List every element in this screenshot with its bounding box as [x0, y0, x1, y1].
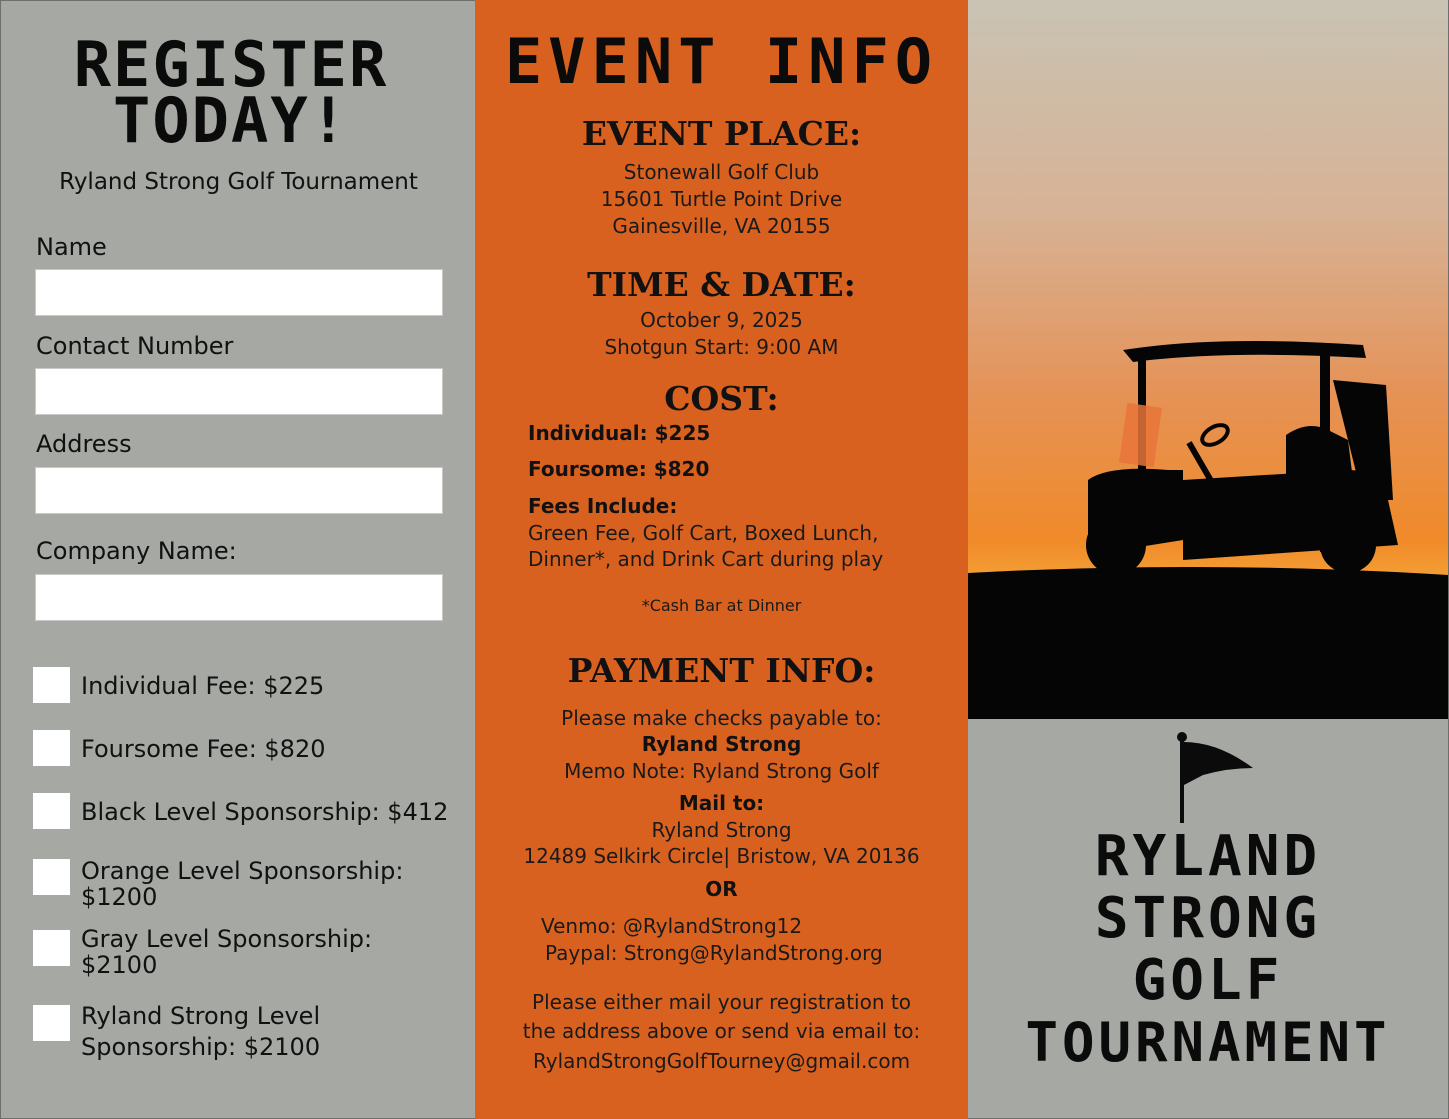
mail-address: 12489 Selkirk Circle| Bristow, VA 20136: [523, 844, 920, 868]
black-sponsorship-checkbox[interactable]: [33, 793, 70, 829]
memo-note: Memo Note: Ryland Strong Golf: [564, 759, 879, 783]
golf-flag-icon: [1173, 730, 1263, 825]
ryland-sponsorship-checkbox[interactable]: [33, 1005, 70, 1041]
black-sponsorship-label: Black Level Sponsorship: $412: [81, 798, 449, 826]
event-info-title: EVENT INFO: [504, 25, 939, 98]
gray-sponsorship-label: Gray Level Sponsorship: $2100: [81, 925, 373, 979]
venmo-handle: Venmo: @RylandStrong12: [541, 914, 803, 938]
cost-foursome: Foursome: $820: [528, 457, 710, 481]
orange-sponsorship-checkbox[interactable]: [33, 859, 70, 895]
foursome-fee-label: Foursome Fee: $820: [81, 735, 326, 763]
fees-include-list: Green Fee, Golf Cart, Boxed Lunch, Dinner*, and Drink Cart during play: [528, 521, 884, 571]
event-info-panel: [475, 0, 968, 1119]
ryland-sponsorship-label: Ryland Strong Level Sponsorship: $2100: [81, 1002, 321, 1061]
contact-email: RylandStrongGolfTourney@gmail.com: [532, 1049, 911, 1073]
payee-name: Ryland Strong: [641, 732, 802, 756]
individual-fee-checkbox[interactable]: [33, 667, 70, 703]
cost-individual: Individual: $225: [528, 421, 711, 445]
time-date-details: October 9, 2025 Shotgun Start: 9:00 AM: [604, 308, 839, 359]
payment-info-heading: PAYMENT INFO:: [567, 651, 876, 690]
company-name-field[interactable]: [35, 574, 443, 621]
event-place-heading: EVENT PLACE:: [581, 114, 862, 153]
orange-sponsorship-label: Orange Level Sponsorship: $1200: [81, 857, 404, 911]
paypal-handle: Paypal: Strong@RylandStrong.org: [545, 941, 883, 965]
golf-cart-sunset-photo: [968, 0, 1448, 719]
registration-panel: [0, 0, 475, 1119]
closing-instructions: Please either mail your registration to the address above or send via email to:: [522, 990, 921, 1043]
fees-include-heading: Fees Include:: [528, 494, 678, 518]
address-label: Address: [36, 430, 132, 458]
contact-number-field[interactable]: [35, 368, 443, 415]
name-field[interactable]: [35, 269, 443, 316]
individual-fee-label: Individual Fee: $225: [81, 672, 325, 700]
company-name-label: Company Name:: [36, 537, 237, 565]
contact-number-label: Contact Number: [36, 332, 234, 360]
or-divider: OR: [705, 877, 738, 901]
time-date-heading: TIME & DATE:: [587, 265, 856, 304]
mail-to-heading: Mail to:: [678, 791, 765, 815]
name-label: Name: [36, 233, 107, 261]
tournament-title: RYLAND STRONG GOLF TOURNAMENT: [1025, 824, 1391, 1074]
checks-payable-line: Please make checks payable to:: [561, 706, 882, 730]
mail-name: Ryland Strong: [651, 818, 792, 842]
event-place-details: Stonewall Golf Club 15601 Turtle Point Drive Gainesville, VA 20155: [600, 160, 843, 238]
register-subtitle: Ryland Strong Golf Tournament: [59, 169, 418, 195]
cash-bar-note: *Cash Bar at Dinner: [641, 596, 802, 615]
address-field[interactable]: [35, 467, 443, 514]
cost-heading: COST:: [664, 379, 779, 418]
foursome-fee-checkbox[interactable]: [33, 730, 70, 766]
cover-panel: [968, 0, 1449, 1119]
gray-sponsorship-checkbox[interactable]: [33, 930, 70, 966]
register-title: REGISTER TODAY!: [73, 28, 389, 157]
